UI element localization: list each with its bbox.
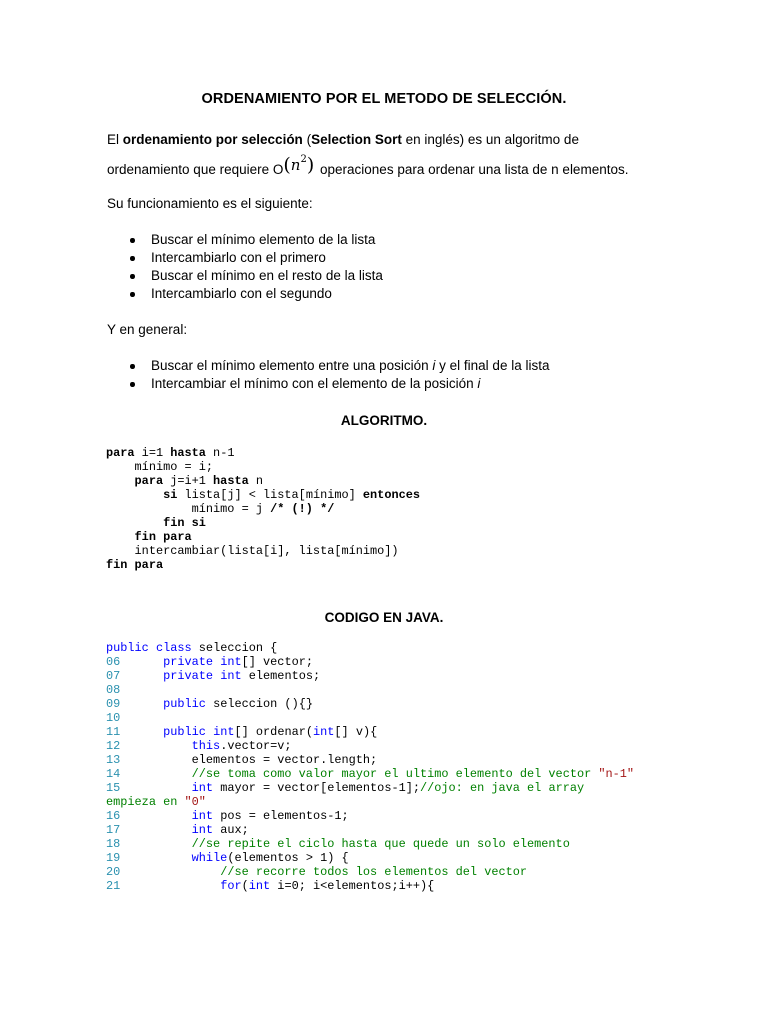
code-line: empieza en "0" xyxy=(106,795,206,809)
general-label: Y en general: xyxy=(107,322,188,337)
code-line: 08 xyxy=(106,683,121,697)
code-line: mínimo = i; xyxy=(106,460,214,474)
intro-text-2: ( xyxy=(302,132,312,147)
code-line: 15 int mayor = vector[elementos-1];//ojo: en java el array xyxy=(106,781,585,795)
pseudocode-block xyxy=(106,446,420,572)
code-line: 10 xyxy=(106,711,121,725)
code-line: 06 private int[] vector; xyxy=(106,655,313,669)
code-line: public class seleccion { xyxy=(106,641,278,655)
list-item: Intercambiarlo con el segundo xyxy=(128,285,383,303)
code-line: 11 public int[] ordenar(int[] v){ xyxy=(106,725,378,739)
code-line: mínimo = j /* (!) */ xyxy=(106,502,335,516)
code-line: 07 private int elementos; xyxy=(106,669,321,683)
code-line: 09 public seleccion (){} xyxy=(106,697,313,711)
code-line: fin si xyxy=(163,516,206,530)
list-item: Buscar el mínimo elemento entre una posición i y el final de la lista xyxy=(128,357,549,375)
list-item: Intercambiarlo con el primero xyxy=(128,249,383,267)
intro-bold-term: ordenamiento por selección xyxy=(122,132,303,147)
intro-text-5: operaciones para ordenar una lista de n elementos. xyxy=(316,162,629,177)
intro-text-4: ordenamiento que requiere O xyxy=(107,162,284,177)
complexity-formula: $(n^2)$ xyxy=(283,154,315,176)
code-line: si lista[j] < lista[mínimo] entonces xyxy=(163,488,420,502)
code-line: 14 //se toma como valor mayor el ultimo elemento del vector "n-1" xyxy=(106,767,635,781)
list-item: Buscar el mínimo elemento de la lista xyxy=(128,231,383,249)
list-item: Buscar el mínimo en el resto de la lista xyxy=(128,267,383,285)
code-line: 21 for(int i=0; i<elementos;i++){ xyxy=(106,879,435,893)
code-line: fin para xyxy=(106,558,164,572)
intro-text-1: El xyxy=(107,132,123,147)
document-title: ORDENAMIENTO POR EL METODO DE SELECCIÓN. xyxy=(201,91,567,107)
intro-bold-english: Selection Sort xyxy=(311,132,402,147)
code-line: 12 this.vector=v; xyxy=(106,739,292,753)
intro-line-2 xyxy=(107,154,629,181)
list-item: Intercambiar el mínimo con el elemento de la posición i xyxy=(128,375,549,393)
functioning-label: Su funcionamiento es el siguiente: xyxy=(107,196,313,211)
steps-list xyxy=(128,231,383,303)
code-line: 16 int pos = elementos-1; xyxy=(106,809,349,823)
java-heading: CODIGO EN JAVA. xyxy=(324,610,444,625)
code-line: 17 int aux; xyxy=(106,823,249,837)
code-line: para j=i+1 hasta n xyxy=(134,474,264,488)
code-line: 19 while(elementos > 1) { xyxy=(106,851,349,865)
intro-text-3: en inglés) es un algoritmo de xyxy=(401,132,579,147)
code-line: 18 //se repite el ciclo hasta que quede un solo elemento xyxy=(106,837,570,851)
code-line: 20 //se recorre todos los elementos del vector xyxy=(106,865,528,879)
algorithm-heading: ALGORITMO. xyxy=(340,413,428,428)
java-code-block xyxy=(106,641,634,893)
code-line: fin para xyxy=(134,530,192,544)
intro-line-1 xyxy=(107,131,579,149)
code-line: para i=1 hasta n-1 xyxy=(106,446,235,460)
code-line: intercambiar(lista[i], lista[mínimo]) xyxy=(106,544,399,558)
code-line: 13 elementos = vector.length; xyxy=(106,753,378,767)
general-steps-list xyxy=(128,357,549,393)
